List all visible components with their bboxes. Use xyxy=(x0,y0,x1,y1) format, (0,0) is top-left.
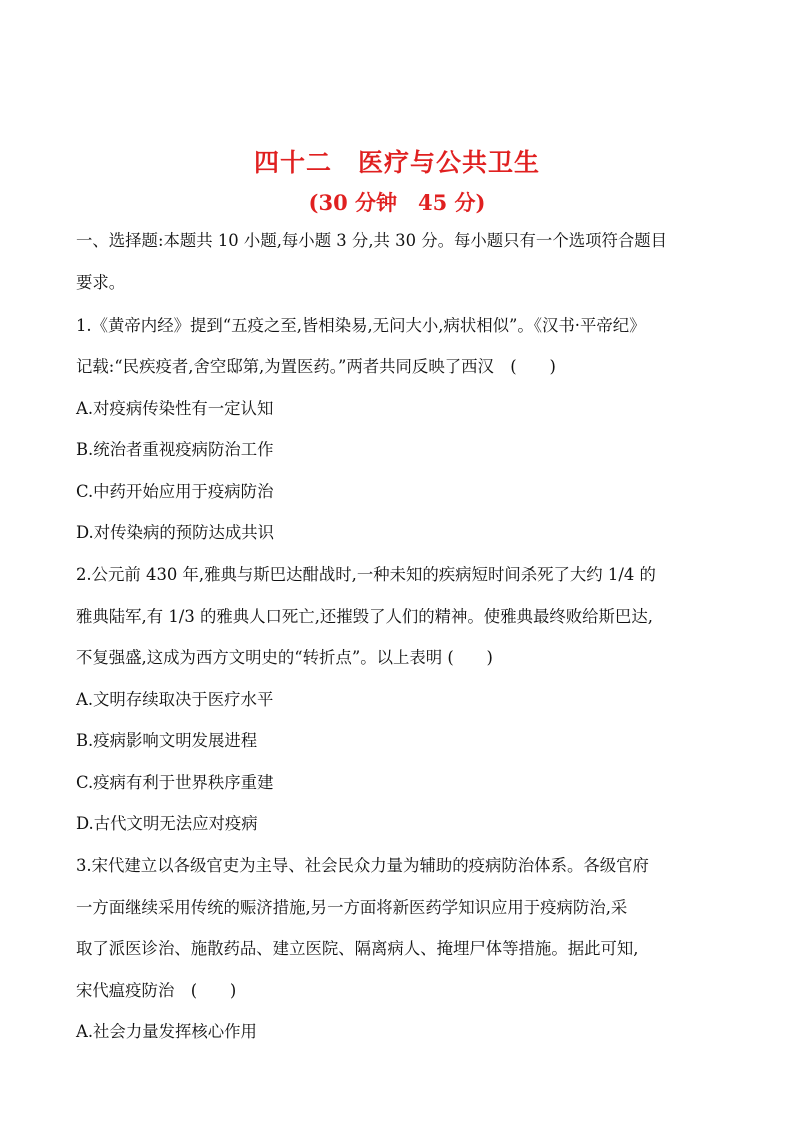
question-2-stem: 2.公元前 430 年,雅典与斯巴达酣战时,一种未知的疾病短时间杀死了大约 1/4 的 xyxy=(76,565,656,584)
section-intro-line: 要求。 xyxy=(76,273,126,292)
question-1-option-b: B.统治者重视疫病防治工作 xyxy=(76,440,274,459)
question-3-stem: 一方面继续采用传统的赈济措施,另一方面将新医药学知识应用于疫病防治,采 xyxy=(76,898,628,917)
question-2-option-a: A.文明存续取决于医疗水平 xyxy=(76,690,274,709)
question-2-stem: 雅典陆军,有 1/3 的雅典人口死亡,还摧毁了人们的精神。使雅典最终败给斯巴达, xyxy=(76,607,653,626)
question-1-option-a: A.对疫病传染性有一定认知 xyxy=(76,399,274,418)
page-subtitle: (30 分钟 45 分) xyxy=(308,190,486,215)
question-3-stem: 3.宋代建立以各级官吏为主导、社会民众力量为辅助的疫病防治体系。各级官府 xyxy=(76,856,649,875)
question-2-option-d: D.古代文明无法应对疫病 xyxy=(76,814,258,833)
question-3-stem: 宋代瘟疫防治 ( ) xyxy=(76,981,237,1000)
page-title: 四十二 医疗与公共卫生 xyxy=(253,148,540,177)
question-1-option-d: D.对传染病的预防达成共识 xyxy=(76,523,275,542)
question-1-stem: 记载:“民疾疫者,舍空邸第,为置医药。”两者共同反映了西汉 ( ) xyxy=(76,357,556,376)
question-2-stem: 不复强盛,这成为西方文明史的“转折点”。以上表明 ( ) xyxy=(76,648,493,667)
question-2-option-c: C.疫病有利于世界秩序重建 xyxy=(76,773,274,792)
question-3-stem: 取了派医诊治、施散药品、建立医院、隔离病人、掩埋尸体等措施。据此可知, xyxy=(76,939,639,958)
question-1-option-c: C.中药开始应用于疫病防治 xyxy=(76,482,274,501)
section-intro-line: 一、选择题:本题共 10 小题,每小题 3 分,共 30 分。每小题只有一个选项符合题目 xyxy=(76,231,668,250)
question-1-stem: 1.《黄帝内经》提到“五疫之至,皆相染易,无问大小,病状相似”。《汉书·平帝纪》 xyxy=(76,316,646,335)
question-3-option-a: A.社会力量发挥核心作用 xyxy=(76,1022,257,1041)
question-2-option-b: B.疫病影响文明发展进程 xyxy=(76,731,258,750)
